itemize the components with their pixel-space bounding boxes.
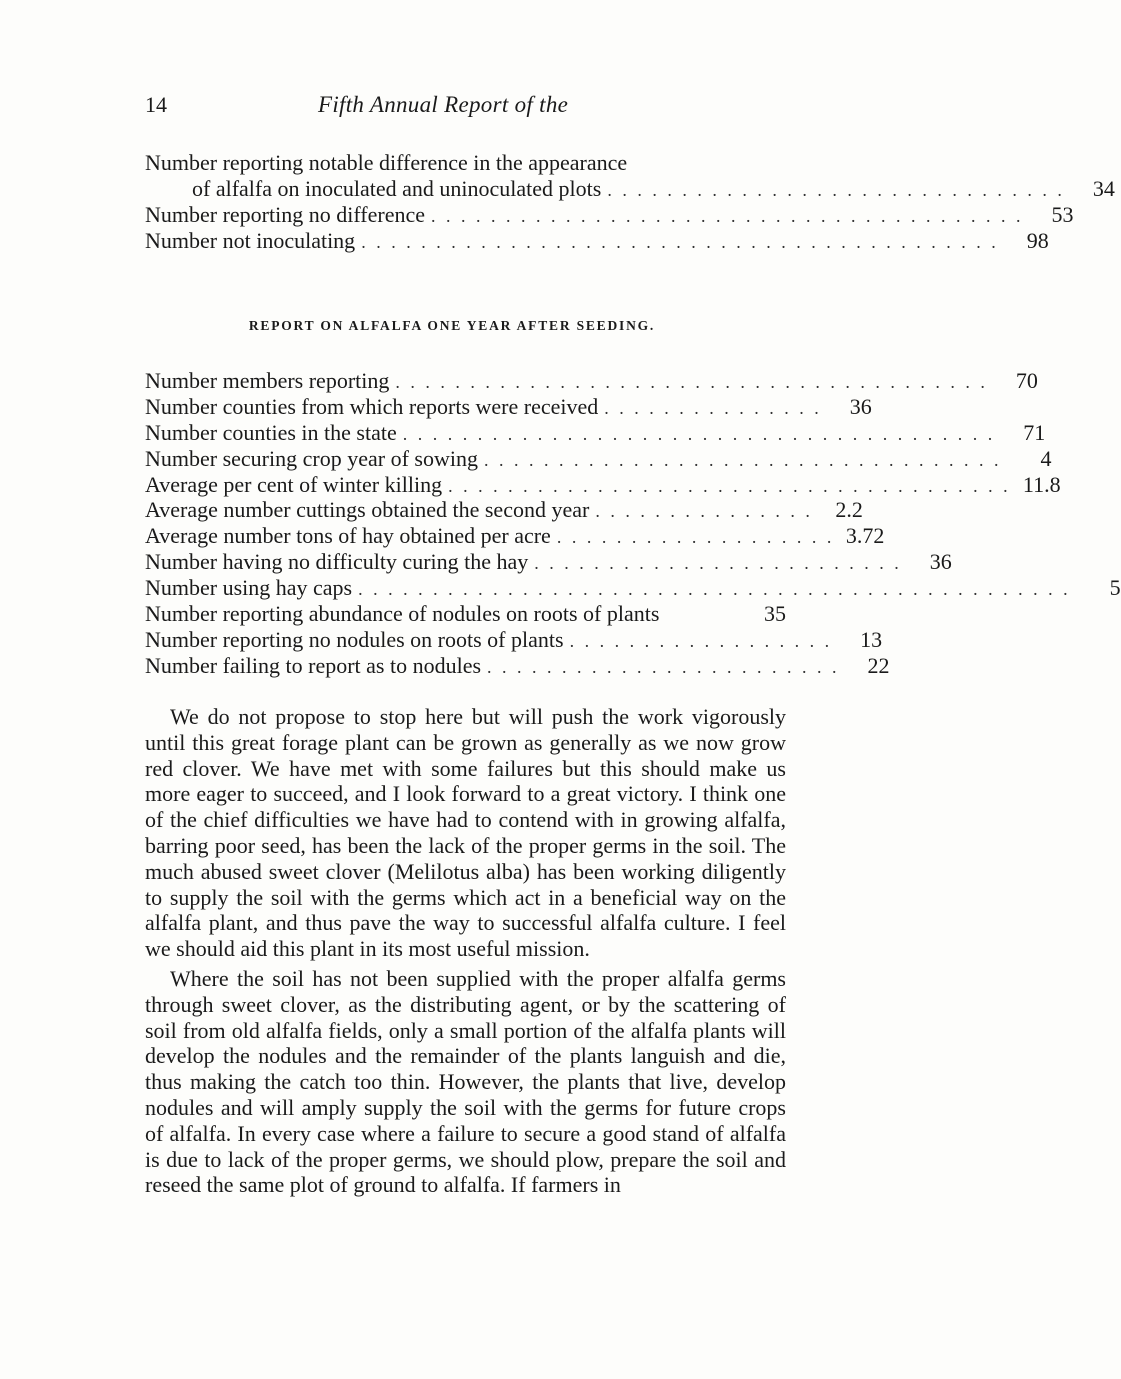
- list-item-value: 22: [867, 652, 890, 678]
- list-item-label: Number failing to report as to nodules: [145, 652, 482, 678]
- list-item-value: 36: [849, 393, 872, 419]
- dot-leader: . . . . . . . . . . . . . . . . . . . . . . . .: [487, 656, 840, 677]
- list-item-value: 3.72: [845, 523, 885, 549]
- list-item-label: Number counties in the state: [145, 419, 397, 445]
- dot-leader: . . . . . . . . . . . . . . . . . .: [569, 630, 833, 651]
- list-item-value: 71: [1023, 419, 1046, 445]
- dot-leader: . . . . . . . . . . . . . . . . . . . . . . . . . . . . . . .: [607, 179, 1065, 200]
- running-title: Fifth Annual Report of the: [318, 92, 569, 117]
- list-item-label: Average number tons of hay obtained per acre: [145, 523, 551, 549]
- list-item-label: Number reporting no difference: [145, 201, 425, 227]
- list-item: [145, 445, 1052, 472]
- dot-leader: . . . . . . . . . . . . . . . . . . . . . . . . . . . . . . . . . . . . . . . . . . . . . . . .: [358, 579, 1071, 600]
- list-item-label: Number having no difficulty curing the hay: [145, 549, 529, 575]
- list-item: [145, 523, 885, 549]
- list-item: [145, 227, 1049, 254]
- list-item-value: 11.8: [1022, 471, 1061, 497]
- dot-leader: . . . . . . . . . . . . . . .: [604, 397, 822, 418]
- list-item: [145, 393, 872, 420]
- dot-leader: . . . . . . . . . . . . . . . . . . . . . . . . . . . . . . . . . . .: [483, 449, 1002, 470]
- list-item-label: Number using hay caps: [145, 575, 353, 601]
- list-item: [145, 150, 786, 176]
- list-item: [145, 549, 952, 575]
- list-item-label: Number securing crop year of sowing: [145, 445, 478, 471]
- list-item-label: of alfalfa on inoculated and uninoculated plots: [192, 175, 602, 201]
- list-item-value: 34: [1092, 175, 1115, 201]
- list-item-value: 35: [764, 601, 786, 627]
- dot-leader: . . . . . . . . . . . . . . . . . . . . . . . . .: [534, 553, 902, 574]
- list-item-value: 98: [1026, 227, 1049, 253]
- list-item: [145, 626, 883, 653]
- list-item-value: 5: [1109, 575, 1121, 601]
- dot-leader: . . . . . . . . . . . . . . . . . . . . . . . . . . . . . . . . . . . . . . . . . . .: [361, 231, 999, 252]
- list-item-label: Average per cent of winter killing: [145, 471, 443, 497]
- list-item-label: Number members reporting: [145, 368, 390, 393]
- list-item: [145, 575, 1121, 601]
- list-item-label: Number reporting abundance of nodules on roots of plants: [145, 601, 660, 627]
- list-item-value: 13: [860, 626, 883, 652]
- list-item: [145, 368, 1038, 394]
- dot-leader: . . . . . . . . . . . . . . . . . . . . . . . . . . . . . . . . . . . . . . . .: [395, 372, 988, 392]
- dot-leader: . . . . . . . . . . . . . . . . . . . . . . . . . . . . . . . . . . . . . . . .: [430, 205, 1024, 226]
- list-item: [145, 175, 1115, 202]
- dot-leader: . . . . . . . . . . . . . . . . . . . . . . . . . . . . . . . . . . . . . . . .: [402, 423, 996, 444]
- body-text: [145, 704, 786, 1198]
- one-year-report-list: [145, 368, 1121, 679]
- list-item-value: 2.2: [835, 497, 863, 523]
- dot-leader: . . . . . . . . . . . . . . . . . . .: [556, 527, 835, 548]
- list-item: [145, 471, 1061, 498]
- paragraph: Where the soil has not been supplied with the proper alfalfa germs through sweet clover, as the distributing agent, or by the scattering of soil from old alfalfa fields, only a small portion of the alfalfa plants will develop the nodules and the remainder of the plants languish and die, thus making the catch too thin. However, the plants that live, develop nodules and will amply supply the soil with the germs for future crops of alfalfa. In every case where a failure to secure a good stand of alfalfa is due to lack of the proper germs, we should plow, prepare the soil and reseed the same plot of ground to alfalfa. If farmers in: [145, 965, 786, 1198]
- dot-leader: . . . . . . . . . . . . . . .: [595, 501, 813, 522]
- list-item-label: Number reporting no nodules on roots of plants: [145, 626, 564, 652]
- list-item: [145, 419, 1046, 446]
- inoculation-list: [145, 150, 1115, 254]
- list-item-label: Number not inoculating: [145, 227, 356, 253]
- list-item: [145, 201, 1074, 228]
- list-item-value: 53: [1051, 201, 1074, 227]
- paragraph: We do not propose to stop here but will push the work vigorously until this great forage plant can be grown as generally as we now grow red clover. We have met with some failures but this should make us more eager to succeed, and I look forward to a great victory. I think one of the chief difficulties we have had to contend with in growing alfalfa, barring poor seed, has been the lack of the proper germs in the soil. The much abused sweet clover (Melilotus alba) has been working diligently to supply the soil with the germs which act in a beneficial way on the alfalfa plant, and thus pave the way to successful alfalfa culture. I feel we should aid this plant in its most useful mission.: [145, 704, 786, 962]
- list-item-label: Number reporting notable difference in the appearance: [145, 150, 628, 175]
- list-item-label: Average number cuttings obtained the second year: [145, 497, 590, 523]
- list-item: [145, 497, 863, 523]
- list-item-value: 70: [1015, 368, 1038, 393]
- list-item: [145, 652, 890, 679]
- section-heading: REPORT ON ALFALFA ONE YEAR AFTER SEEDING.: [248, 318, 656, 333]
- list-item: [145, 601, 786, 627]
- dot-leader: . . . . . . . . . . . . . . . . . . . . . . . . . . . . . . . . . . . . . .: [448, 475, 1011, 496]
- list-item-value: 36: [929, 549, 952, 575]
- page-number: 14: [145, 92, 167, 117]
- list-item-value: 4: [1040, 445, 1052, 471]
- list-item-label: Number counties from which reports were received: [145, 393, 599, 419]
